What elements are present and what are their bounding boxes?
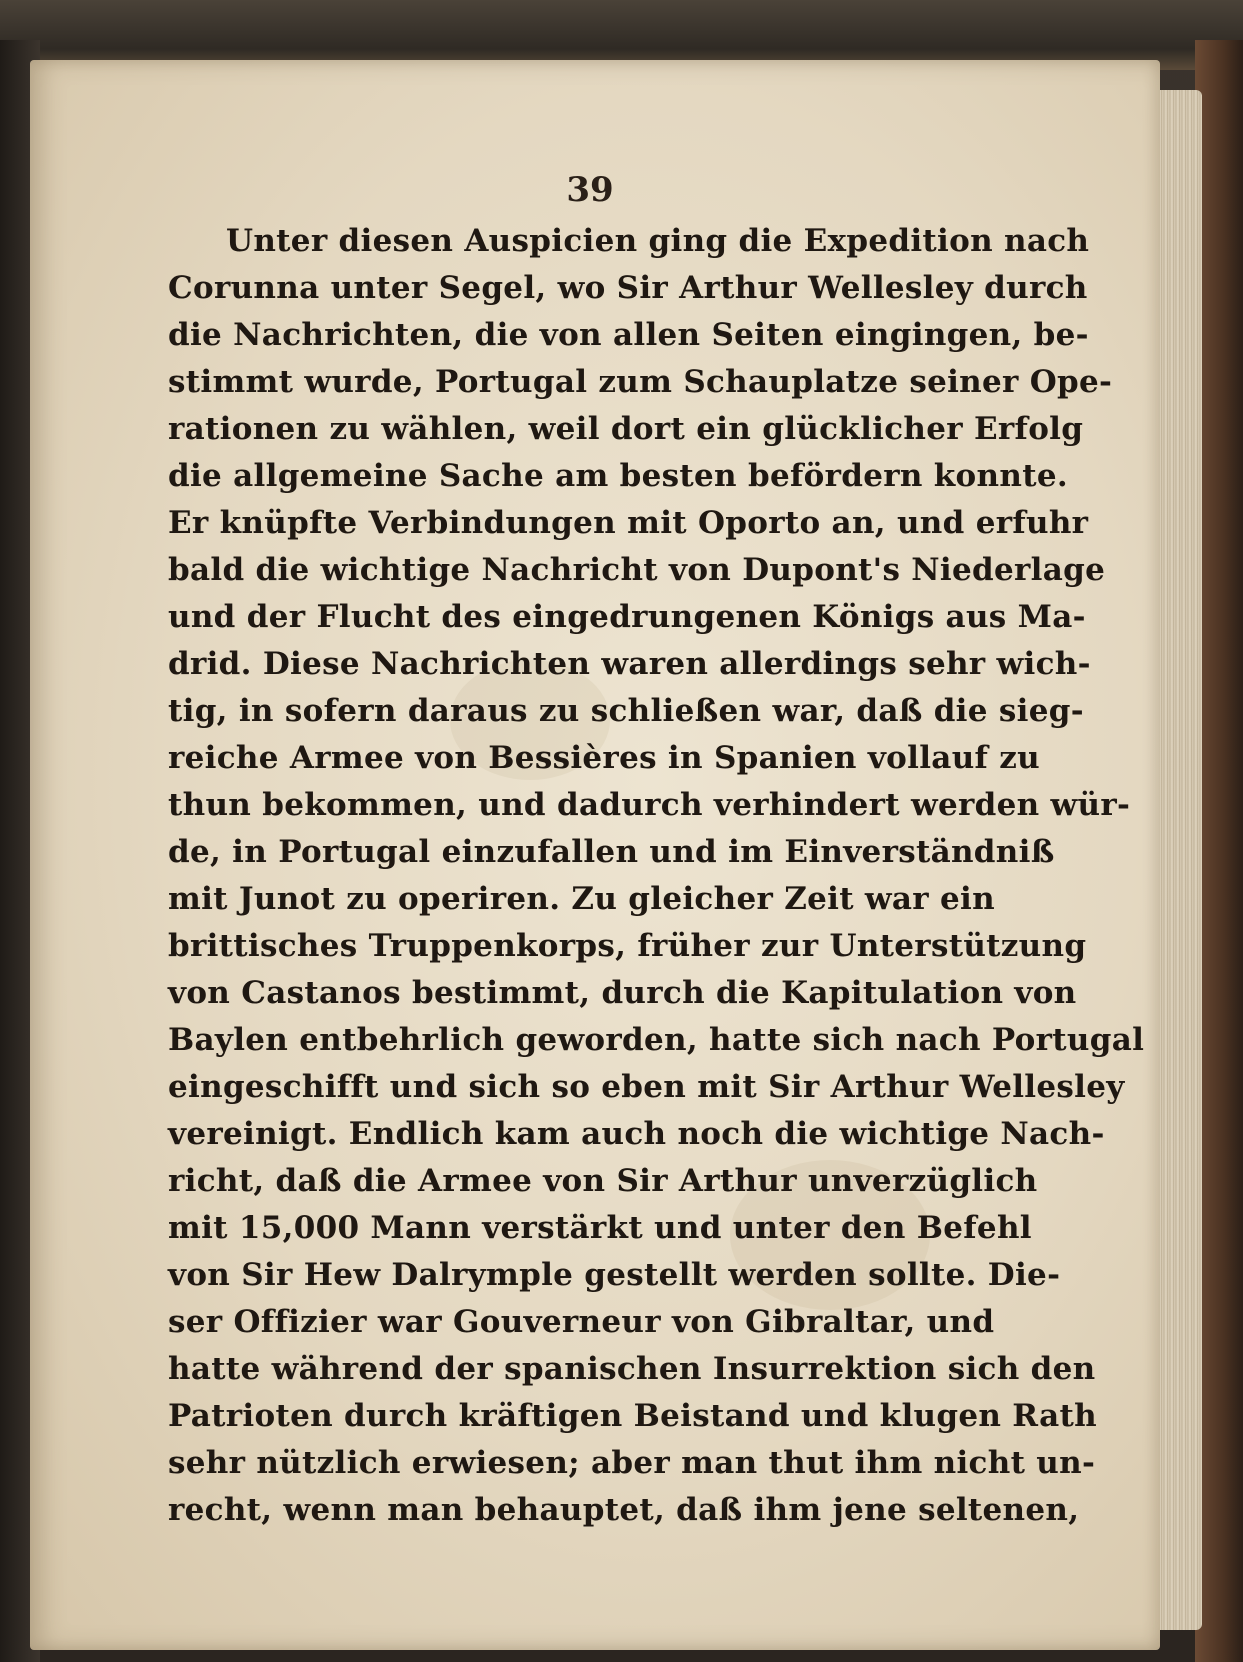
text-line: brittisches Truppenkorps, früher zur Unterstützung bbox=[168, 928, 1087, 964]
page-number: 39 bbox=[566, 170, 614, 210]
text-line: mit 15,000 Mann verstärkt und unter den Befehl bbox=[168, 1210, 1032, 1246]
text-line: Corunna unter Segel, wo Sir Arthur Wellesley durch bbox=[168, 270, 1088, 306]
body-text bbox=[168, 218, 1145, 1534]
text-line: von Sir Hew Dalrymple gestellt werden sollte. Die- bbox=[168, 1257, 1061, 1293]
text-line: rationen zu wählen, weil dort ein glücklicher Erfolg bbox=[168, 411, 1084, 447]
text-line: Patrioten durch kräftigen Beistand und klugen Rath bbox=[168, 1398, 1097, 1434]
text-line: von Castanos bestimmt, durch die Kapitulation von bbox=[168, 975, 1077, 1011]
book-cover-right bbox=[1195, 40, 1243, 1662]
text-line: reiche Armee von Bessières in Spanien vollauf zu bbox=[168, 740, 1041, 776]
text-line: Unter diesen Auspicien ging die Expedition nach bbox=[226, 223, 1090, 259]
text-line: hatte während der spanischen Insurrektion sich den bbox=[168, 1351, 1096, 1387]
text-line: Baylen entbehrlich geworden, hatte sich nach Portugal bbox=[168, 1022, 1145, 1058]
text-line: ser Offizier war Gouverneur von Gibraltar, und bbox=[168, 1304, 995, 1340]
text-line: stimmt wurde, Portugal zum Schauplatze seiner Ope- bbox=[168, 364, 1113, 400]
text-line: sehr nützlich erwiesen; aber man thut ihm nicht un- bbox=[168, 1445, 1096, 1481]
text-line: bald die wichtige Nachricht von Dupont's Niederlage bbox=[168, 552, 1106, 588]
text-line: eingeschifft und sich so eben mit Sir Arthur Wellesley bbox=[168, 1069, 1125, 1105]
text-line: Er knüpfte Verbindungen mit Oporto an, und erfuhr bbox=[168, 505, 1089, 541]
text-line: recht, wenn man behauptet, daß ihm jene seltenen, bbox=[168, 1492, 1080, 1528]
text-line: vereinigt. Endlich kam auch noch die wichtige Nach- bbox=[168, 1116, 1105, 1152]
text-line: die allgemeine Sache am besten befördern konnte. bbox=[168, 458, 1068, 494]
text-line: de, in Portugal einzufallen und im Einverständniß bbox=[168, 834, 1055, 870]
text-line: mit Junot zu operiren. Zu gleicher Zeit war ein bbox=[168, 881, 995, 917]
text-line: und der Flucht des eingedrungenen Königs aus Ma- bbox=[168, 599, 1086, 635]
text-line: drid. Diese Nachrichten waren allerdings sehr wich- bbox=[168, 646, 1091, 682]
text-line: die Nachrichten, die von allen Seiten eingingen, be- bbox=[168, 317, 1089, 353]
text-line: tig, in sofern daraus zu schließen war, daß die sieg- bbox=[168, 693, 1084, 729]
text-line: richt, daß die Armee von Sir Arthur unverzüglich bbox=[168, 1163, 1038, 1199]
text-line: thun bekommen, und dadurch verhindert werden wür- bbox=[168, 787, 1131, 823]
